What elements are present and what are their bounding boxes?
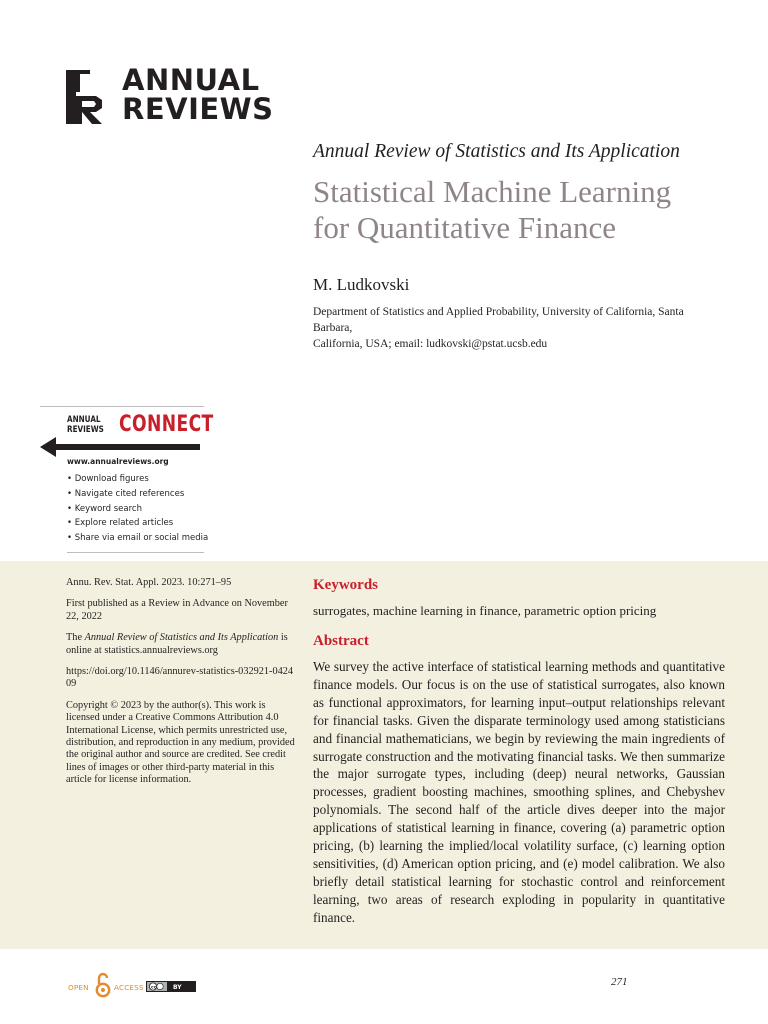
online-journal-name: Annual Review of Statistics and Its Application [84, 632, 279, 644]
keywords-text: surrogates, machine learning in finance, parametric option pricing [313, 603, 657, 618]
page-number: 271 [611, 976, 628, 988]
connect-item-share[interactable]: • Share via email or social media [67, 533, 209, 544]
affiliation-line-1: Department of Statistics and Applied Probability, University of California, Santa Barbara, [313, 306, 684, 334]
logo-line-1: ANNUAL [122, 63, 260, 97]
connect-item-keyword-search[interactable]: • Keyword search [67, 503, 142, 514]
open-lock-icon [95, 972, 111, 998]
open-access-open: OPEN [68, 983, 89, 992]
copyright-notice: Copyright © 2023 by the author(s). This work is licensed under a Creative Commons Attribution 4.0 International License, which permits unrestricted use, distribution, and reproduction in any medium, provided the original author and source are credited. See credit lines of images or other third-party material in this article for license information. [66, 699, 295, 786]
author-affiliation [313, 304, 713, 352]
logo-wordmark [122, 63, 274, 126]
connect-item-related-articles[interactable]: • Explore related articles [67, 518, 174, 529]
title-line-2: for Quantitative Finance [313, 210, 617, 245]
annual-reviews-connect-box [40, 406, 214, 553]
abstract-heading: Abstract [313, 633, 369, 649]
connect-url[interactable]: www.annualreviews.org [67, 457, 169, 466]
online-post: is online at statistics.annualreviews.org [66, 632, 288, 656]
journal-name: Annual Review of Statistics and Its Application [313, 141, 680, 162]
keywords-heading: Keywords [313, 577, 378, 593]
online-pre: The [66, 632, 85, 644]
first-published: First published as a Review in Advance on November 22, 2022 [66, 598, 288, 622]
connect-item-download-figures[interactable]: • Download figures [67, 474, 149, 484]
citation: Annu. Rev. Stat. Appl. 2023. 10:271–95 [66, 577, 232, 588]
connect-divider [67, 552, 204, 553]
connect-brand-line-2: REVIEWS [67, 424, 104, 435]
ar-logo-icon [66, 70, 116, 124]
annual-reviews-logo [66, 63, 274, 126]
cc-by-license-icon [146, 981, 196, 992]
author-name: M. Ludkovski [313, 275, 410, 294]
open-access-access: ACCESS [114, 983, 144, 992]
article-title [313, 174, 733, 246]
abstract-text: We survey the active interface of statistical learning methods and quantitative finance models. Our focus is on the use of statistical surrogates, also known as functional approximators, for learning input–output relationships relevant for financial tasks. Given the disparate terminology used among statisticians and financial mathematicians, we begin by reviewing the main ingredients of surrogate construction and the motivating financial tasks. We then summarize the major surrogate types, including (deep) neural networks, Gaussian processes, gradient boosting machines, smoothing splines, and Chebyshev polynomials. The second half of the article dives deeper into the major applications of statistical learning in finance, covering (a) parametric option pricing, (b) learning the implied/local volatility surface, (c) learning option sensitivities, (d) American option pricing, and (e) model calibration. We also briefly detail statistical learning for stochastic control and reinforcement learning, two areas of research exploding in popularity in quantitative finance. [313, 659, 725, 925]
affiliation-line-2: California, USA; email: ludkovski@pstat.ucsb.edu [313, 338, 548, 350]
title-line-1: Statistical Machine Learning [313, 174, 672, 209]
connect-brand-line-1: ANNUAL [67, 415, 101, 425]
logo-line-2: REVIEWS [122, 92, 274, 126]
cc-label: cc [151, 985, 157, 991]
doi-link[interactable]: https://doi.org/10.1146/annurev-statistics-032921-042409 [66, 666, 294, 690]
connect-item-navigate-references[interactable]: • Navigate cited references [67, 488, 185, 499]
connect-title: CONNECT [119, 412, 214, 437]
connect-feature-list [67, 472, 208, 546]
connect-brand [67, 416, 104, 435]
online-note [66, 632, 296, 657]
article-info-sidebar [66, 577, 296, 796]
by-label: BY [173, 984, 182, 991]
